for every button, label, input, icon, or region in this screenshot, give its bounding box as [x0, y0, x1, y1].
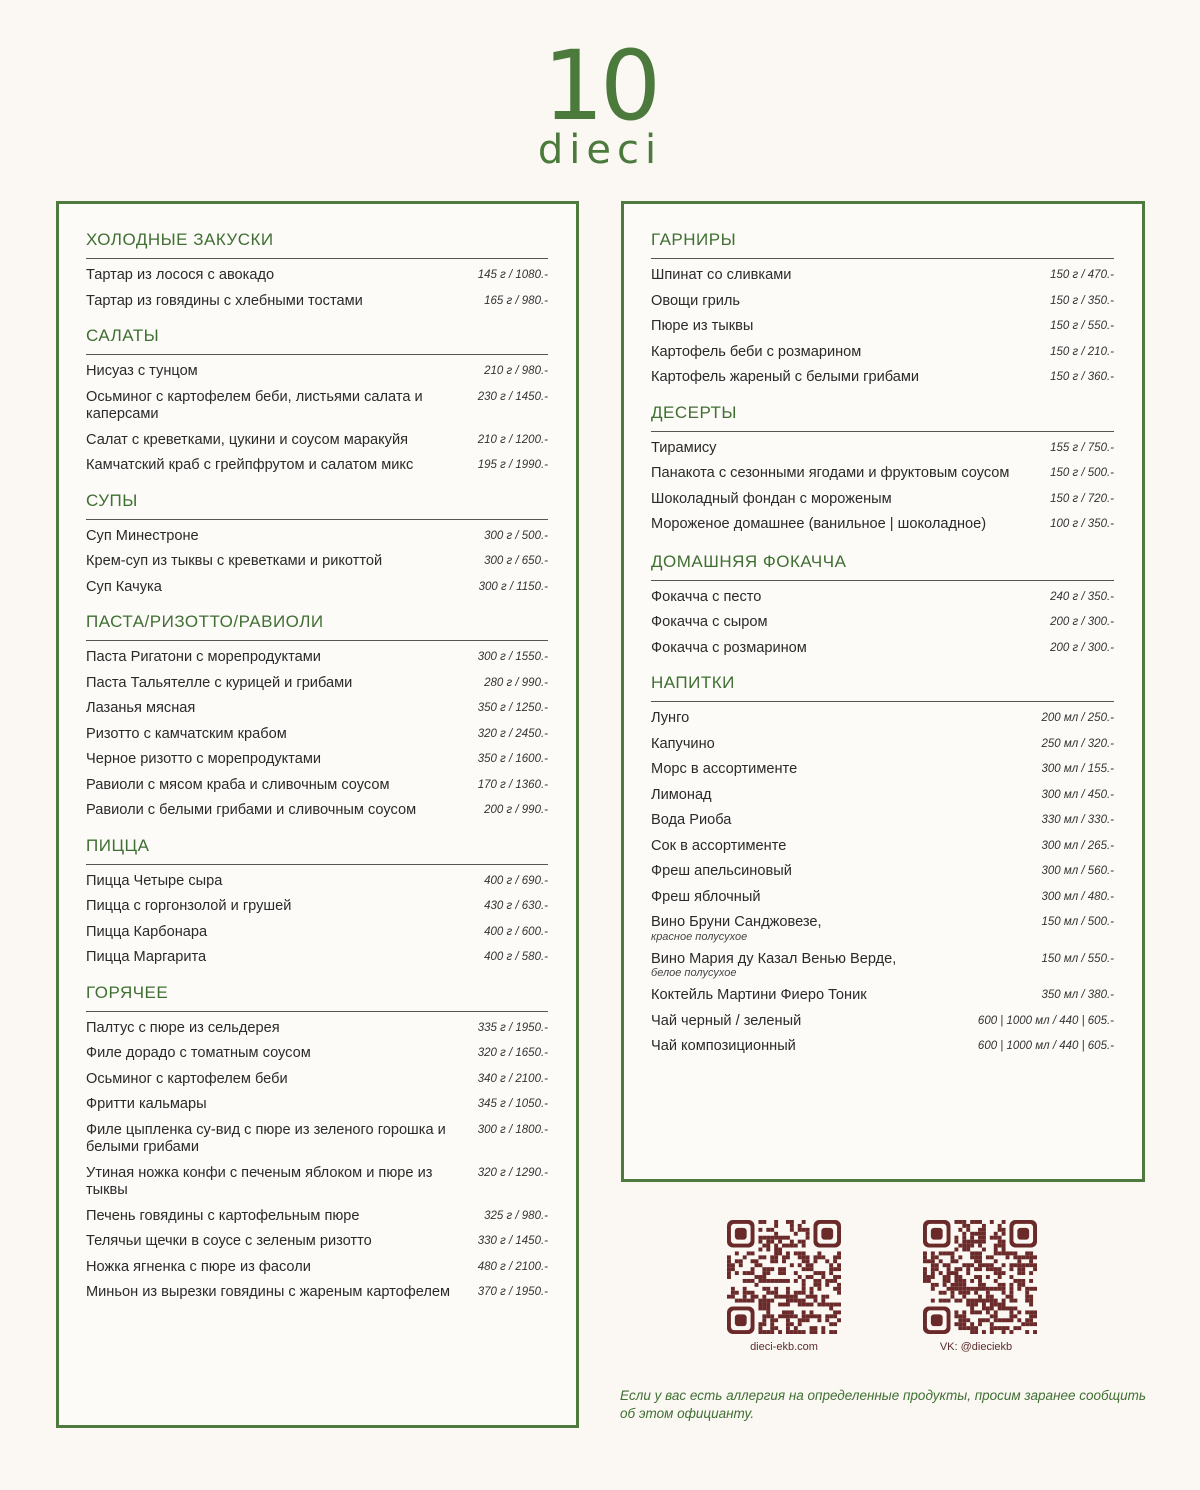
- item-price: 370 г / 1950.-: [477, 1286, 548, 1298]
- item-price: 300 г / 1150.-: [478, 580, 548, 593]
- menu-item: [86, 1233, 548, 1251]
- menu-item: [86, 1284, 548, 1302]
- section-title: ГАРНИРЫ: [651, 230, 1114, 259]
- item-price: 345 г / 1050.-: [477, 1098, 548, 1110]
- item-name: Фреш яблочный: [651, 888, 761, 905]
- menu-item: [86, 528, 548, 546]
- item-price: 145 г / 1080.-: [477, 269, 548, 281]
- item-name: Паста Тальятелле с курицей и грибами: [86, 674, 353, 691]
- menu-item: [86, 1045, 548, 1063]
- item-price: 300 мл / 560.-: [1041, 865, 1114, 877]
- menu-section: [651, 230, 1114, 387]
- item-name: Панакота с сезонными ягодами и фруктовым соусом: [651, 465, 1010, 481]
- item-name: Вино Бруни Санджовезе,: [651, 914, 822, 930]
- menu-item: [86, 802, 548, 820]
- section-title: ДЕСЕРТЫ: [651, 403, 1114, 432]
- menu-item: [86, 726, 548, 744]
- section-title: САЛАТЫ: [86, 326, 548, 355]
- menu-item: [86, 457, 548, 475]
- menu-section: [651, 403, 1114, 534]
- menu-item: [86, 1071, 548, 1089]
- menu-item: [86, 675, 548, 693]
- item-price: 230 г / 1450.-: [477, 390, 548, 403]
- item-price: 350 г / 1600.-: [477, 753, 548, 765]
- menu-card-right: [621, 201, 1145, 1182]
- item-name: Овощи гриль: [651, 292, 740, 309]
- item-price: 210 г / 980.-: [484, 365, 548, 377]
- item-price: 150 мл / 500.-: [1041, 916, 1114, 928]
- item-note: белое полусухое: [651, 967, 737, 979]
- item-price: 150 г / 500.-: [1050, 467, 1114, 479]
- item-price: 330 мл / 330.-: [1041, 814, 1114, 826]
- item-name: Суп Качука: [86, 578, 162, 595]
- menu-item: [86, 700, 548, 718]
- item-price: 400 г / 580.-: [484, 951, 548, 963]
- item-name: Фокачча с песто: [651, 588, 762, 605]
- menu-item: [651, 914, 1114, 943]
- item-name: Пицца Маргарита: [86, 949, 207, 965]
- menu-section: [86, 326, 548, 475]
- item-name: Пицца Карбонара: [86, 923, 208, 940]
- section-title: ПИЦЦА: [86, 836, 548, 865]
- menu-item: [651, 761, 1114, 779]
- item-price: 200 г / 300.-: [1050, 616, 1114, 628]
- item-name: Ризотто с камчатским крабом: [86, 725, 287, 742]
- item-note: красное полусухое: [651, 930, 748, 943]
- item-price: 330 г / 1450.-: [477, 1235, 548, 1247]
- item-price: 100 г / 350.-: [1050, 518, 1114, 530]
- menu-item: [86, 553, 548, 571]
- menu-item: [86, 1208, 548, 1226]
- menu-item: [651, 293, 1114, 311]
- menu-item: [86, 924, 548, 942]
- item-name: Пицца Четыре сыра: [86, 872, 223, 889]
- item-name: Лимонад: [651, 786, 712, 803]
- item-price: 240 г / 350.-: [1050, 590, 1114, 603]
- menu-item: [651, 987, 1114, 1005]
- qr-code-site[interactable]: [727, 1220, 841, 1334]
- section-title: СУПЫ: [86, 491, 548, 520]
- item-name: Коктейль Мартини Фиеро Тоник: [651, 987, 867, 1003]
- menu-section: [86, 230, 548, 310]
- section-title: НАПИТКИ: [651, 673, 1114, 702]
- item-price: 300 г / 1800.-: [477, 1123, 548, 1136]
- item-price: 300 мл / 155.-: [1041, 763, 1114, 775]
- item-name: Чай черный / зеленый: [651, 1012, 802, 1029]
- item-name: Суп Минестроне: [86, 527, 199, 544]
- section-title: ДОМАШНЯЯ ФОКАЧЧА: [651, 552, 1114, 581]
- item-name: Лазанья мясная: [86, 700, 196, 716]
- item-name: Равиоли с мясом краба и сливочным соусом: [86, 776, 390, 793]
- menu-section: [86, 983, 548, 1302]
- menu-item: [86, 1020, 548, 1038]
- logo-word: dieci: [537, 127, 663, 173]
- item-name: Камчатский краб с грейпфрутом и салатом микс: [86, 457, 414, 473]
- item-price: 150 г / 720.-: [1050, 492, 1114, 505]
- allergy-note: Если у вас есть аллергия на определенные продукты, просим заранее сообщить об этом официанту.: [620, 1388, 1146, 1421]
- menu-item: [86, 649, 548, 667]
- item-price: 210 г / 1200.-: [477, 433, 548, 446]
- menu-item: [651, 736, 1114, 754]
- item-price: 400 г / 600.-: [484, 925, 548, 938]
- item-name: Картофель жареный с белыми грибами: [651, 369, 920, 385]
- menu-item: [86, 777, 548, 795]
- menu-item: [651, 787, 1114, 805]
- item-price: 150 г / 210.-: [1050, 345, 1114, 358]
- item-name: Равиоли с белыми грибами и сливочным соусом: [86, 802, 417, 818]
- menu-item: [86, 579, 548, 597]
- item-name: Капучино: [651, 735, 715, 752]
- menu-item: [651, 640, 1114, 658]
- item-name: Нисуаз с тунцом: [86, 363, 198, 379]
- item-price: 350 мл / 380.-: [1041, 989, 1114, 1001]
- item-name: Осьминог с картофелем беби: [86, 1070, 288, 1087]
- item-price: 430 г / 630.-: [484, 900, 548, 912]
- item-price: 200 г / 300.-: [1050, 641, 1114, 654]
- menu-item: [651, 440, 1114, 458]
- item-price: 300 мл / 480.-: [1041, 890, 1114, 903]
- item-name: Тирамису: [651, 439, 717, 456]
- item-price: 250 мл / 320.-: [1041, 737, 1114, 750]
- item-name: Шпинат со сливками: [651, 267, 792, 283]
- item-name: Паста Ригатони с морепродуктами: [86, 649, 321, 665]
- item-price: 170 г / 1360.-: [477, 778, 548, 791]
- menu-item: [651, 491, 1114, 509]
- item-name: Осьминог с картофелем беби, листьями салата и каперсами: [86, 388, 423, 422]
- qr-code-vk[interactable]: [923, 1220, 1037, 1334]
- item-price: 155 г / 750.-: [1050, 441, 1114, 454]
- menu-item: [86, 389, 548, 424]
- item-price: 300 мл / 450.-: [1041, 788, 1114, 801]
- item-price: 320 г / 2450.-: [477, 727, 548, 740]
- item-name: Сок в ассортименте: [651, 837, 787, 854]
- item-name: Салат с креветками, цукини и соусом маракуйя: [86, 431, 409, 448]
- item-price: 165 г / 980.-: [484, 294, 548, 307]
- menu-item: [651, 369, 1114, 387]
- menu-item: [86, 363, 548, 381]
- menu-item: [651, 318, 1114, 336]
- menu-item: [86, 293, 548, 311]
- item-price: 480 г / 2100.-: [477, 1260, 548, 1273]
- menu-section: [651, 552, 1114, 658]
- item-price: 150 г / 360.-: [1050, 371, 1114, 383]
- item-price: 150 мл / 550.-: [1041, 952, 1114, 965]
- item-name: Филе дорадо с томатным соусом: [86, 1045, 311, 1061]
- menu-item: [651, 951, 1114, 980]
- item-price: 150 г / 550.-: [1050, 320, 1114, 332]
- menu-item: [651, 710, 1114, 728]
- menu-section: [86, 836, 548, 967]
- item-name: Вино Мария ду Казал Венью Верде,: [651, 950, 897, 967]
- item-price: 300 г / 1550.-: [477, 651, 548, 663]
- item-price: 600 | 1000 мл / 440 | 605.-: [977, 1014, 1114, 1027]
- item-name: Тартар из говядины с хлебными тостами: [86, 292, 363, 309]
- item-name: Морс в ассортименте: [651, 761, 798, 777]
- item-price: 320 г / 1650.-: [477, 1047, 548, 1059]
- menu-item: [86, 432, 548, 450]
- menu-section: [86, 491, 548, 597]
- item-name: Ножка ягненка с пюре из фасоли: [86, 1258, 311, 1275]
- item-name: Фокачча с сыром: [651, 614, 768, 630]
- item-name: Крем-суп из тыквы с креветками и рикоттой: [86, 553, 383, 569]
- item-name: Вода Риоба: [651, 812, 732, 828]
- item-name: Лунго: [651, 710, 690, 726]
- menu-item: [651, 516, 1114, 534]
- item-price: 335 г / 1950.-: [477, 1021, 548, 1034]
- item-price: 150 г / 350.-: [1050, 294, 1114, 307]
- item-price: 300 г / 500.-: [484, 529, 548, 542]
- menu-item: [86, 1259, 548, 1277]
- item-name: Тартар из лосося с авокадо: [86, 267, 275, 283]
- item-name: Палтус с пюре из сельдерея: [86, 1019, 280, 1036]
- menu-item: [86, 873, 548, 891]
- menu-item: [651, 1038, 1114, 1056]
- item-price: 400 г / 690.-: [484, 874, 548, 887]
- item-price: 150 г / 470.-: [1050, 269, 1114, 281]
- item-price: 195 г / 1990.-: [477, 459, 548, 471]
- menu-item: [651, 344, 1114, 362]
- item-name: Пюре из тыквы: [651, 318, 754, 334]
- item-price: 200 мл / 250.-: [1041, 712, 1114, 724]
- item-name: Филе цыпленка су-вид с пюре из зеленого горошка и белыми грибами: [86, 1121, 446, 1155]
- item-name: Черное ризотто с морепродуктами: [86, 751, 322, 767]
- menu-item: [86, 1165, 548, 1200]
- menu-item: [651, 838, 1114, 856]
- menu-section: [651, 673, 1114, 1056]
- menu-item: [651, 812, 1114, 830]
- menu-item: [651, 589, 1114, 607]
- item-name: Шоколадный фондан с мороженым: [651, 490, 892, 507]
- item-name: Телячьи щечки в соусе с зеленым ризотто: [86, 1233, 372, 1249]
- menu-item: [651, 863, 1114, 881]
- item-price: 600 | 1000 мл / 440 | 605.-: [977, 1040, 1114, 1052]
- logo-number: 10: [542, 30, 658, 142]
- menu-item: [651, 614, 1114, 632]
- item-price: 300 мл / 265.-: [1041, 839, 1114, 852]
- item-price: 325 г / 980.-: [484, 1209, 548, 1222]
- item-name: Фокачча с розмарином: [651, 639, 807, 656]
- menu-card-left: [56, 201, 579, 1428]
- item-name: Фреш апельсиновый: [651, 863, 792, 879]
- item-price: 200 г / 990.-: [484, 804, 548, 816]
- section-title: ХОЛОДНЫЕ ЗАКУСКИ: [86, 230, 548, 259]
- menu-item: [86, 1122, 548, 1157]
- menu-item: [651, 465, 1114, 483]
- qr-site-label: dieci-ekb.com: [750, 1341, 818, 1353]
- item-price: 280 г / 990.-: [484, 676, 548, 689]
- item-name: Утиная ножка конфи с печеным яблоком и пюре из тыквы: [86, 1164, 433, 1198]
- item-price: 340 г / 2100.-: [477, 1072, 548, 1085]
- item-price: 350 г / 1250.-: [477, 702, 548, 714]
- item-name: Пицца с горгонзолой и грушей: [86, 898, 292, 914]
- item-name: Картофель беби с розмарином: [651, 343, 862, 360]
- menu-item: [86, 751, 548, 769]
- menu-item: [86, 267, 548, 285]
- item-name: Печень говядины с картофельным пюре: [86, 1207, 360, 1224]
- menu-item: [86, 1096, 548, 1114]
- section-title: ПАСТА/РИЗОТТО/РАВИОЛИ: [86, 612, 548, 641]
- item-name: Чай композиционный: [651, 1038, 796, 1054]
- menu-item: [651, 267, 1114, 285]
- menu-section: [86, 612, 548, 820]
- item-price: 300 г / 650.-: [484, 555, 548, 567]
- logo: [0, 30, 1200, 173]
- item-name: Мороженое домашнее (ванильное | шоколадное): [651, 516, 987, 532]
- qr-vk-label: VK: @dieciekb: [939, 1341, 1013, 1353]
- item-name: Фритти кальмары: [86, 1096, 207, 1112]
- item-price: 320 г / 1290.-: [477, 1166, 548, 1179]
- menu-item: [86, 949, 548, 967]
- section-title: ГОРЯЧЕЕ: [86, 983, 548, 1012]
- menu-item: [86, 898, 548, 916]
- menu-item: [651, 1013, 1114, 1031]
- item-name: Миньон из вырезки говядины с жареным картофелем: [86, 1284, 451, 1300]
- menu-item: [651, 889, 1114, 907]
